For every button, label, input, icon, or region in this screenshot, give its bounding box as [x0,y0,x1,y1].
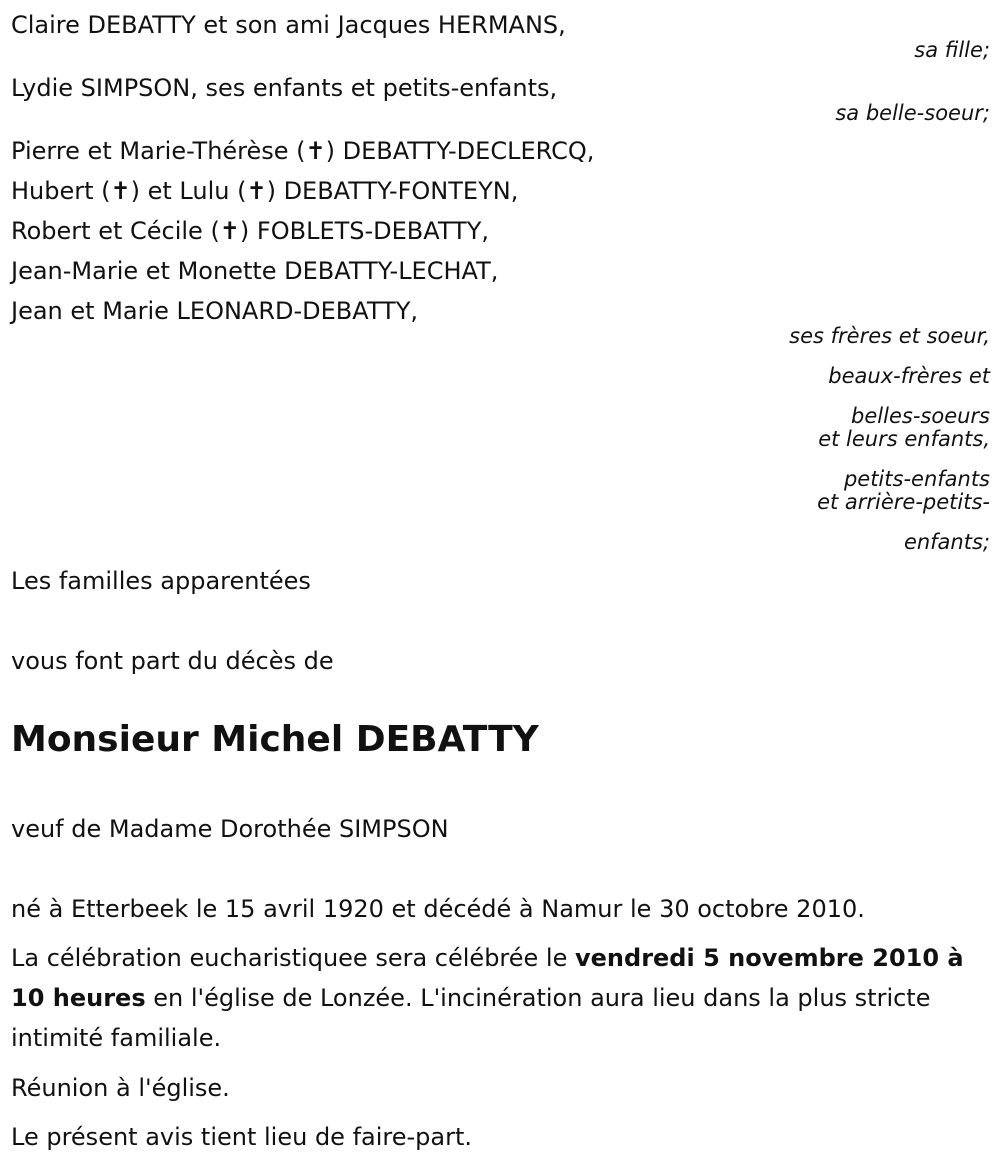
family-line-sibling: Jean et Marie LEONARD-DEBATTY, [11,297,419,325]
relation-siblings-line: enfants; [903,530,990,554]
relation-siblings-line: ses frères et soeur, [789,324,990,348]
relation-siblings-line: belles-soeurs [851,404,990,428]
family-line-sibling: Hubert (✝) et Lulu (✝) DEBATTY-FONTEYN, [11,177,519,205]
family-line-sibling: Pierre et Marie-Thérèse (✝) DEBATTY-DECLERCQ, [11,137,595,165]
ceremony-text-after: en l'église de Lonzée. L'incinération aura lieu dans la plus stricte intimité familiale. [11,984,931,1052]
relation-sister-in-law: sa belle-soeur; [835,101,990,125]
relation-daughter: sa fille; [914,38,990,62]
widower-of: veuf de Madame Dorothée SIMPSON [11,815,449,843]
ceremony-paragraph [11,938,971,1058]
family-line-sibling: Jean-Marie et Monette DEBATTY-LECHAT, [11,257,499,285]
ceremony-date: vendredi 5 novembre 2010 à 10 heures [11,944,964,1012]
family-line-sibling: Robert et Cécile (✝) FOBLETS-DEBATTY, [11,217,490,245]
announcement-text: vous font part du décès de [11,647,334,675]
relation-siblings-line: beaux-frères et [828,364,990,388]
birth-death: né à Etterbeek le 15 avril 1920 et décédé à Namur le 30 octobre 2010. [11,895,865,923]
related-families: Les familles apparentées [11,567,311,595]
relation-siblings-line: et leurs enfants, [818,427,990,451]
family-line-daughter: Claire DEBATTY et son ami Jacques HERMANS, [11,11,566,39]
relation-siblings-line: et arrière-petits- [817,490,990,514]
meeting-text: Réunion à l'église. [11,1074,230,1102]
ceremony-text-before: La célébration eucharistiquee sera célébrée le [11,944,575,972]
notice-text: Le présent avis tient lieu de faire-part. [11,1123,473,1151]
deceased-name: Monsieur Michel DEBATTY [11,719,539,760]
family-line-sister-in-law: Lydie SIMPSON, ses enfants et petits-enfants, [11,74,558,102]
relation-siblings-line: petits-enfants [843,467,990,491]
